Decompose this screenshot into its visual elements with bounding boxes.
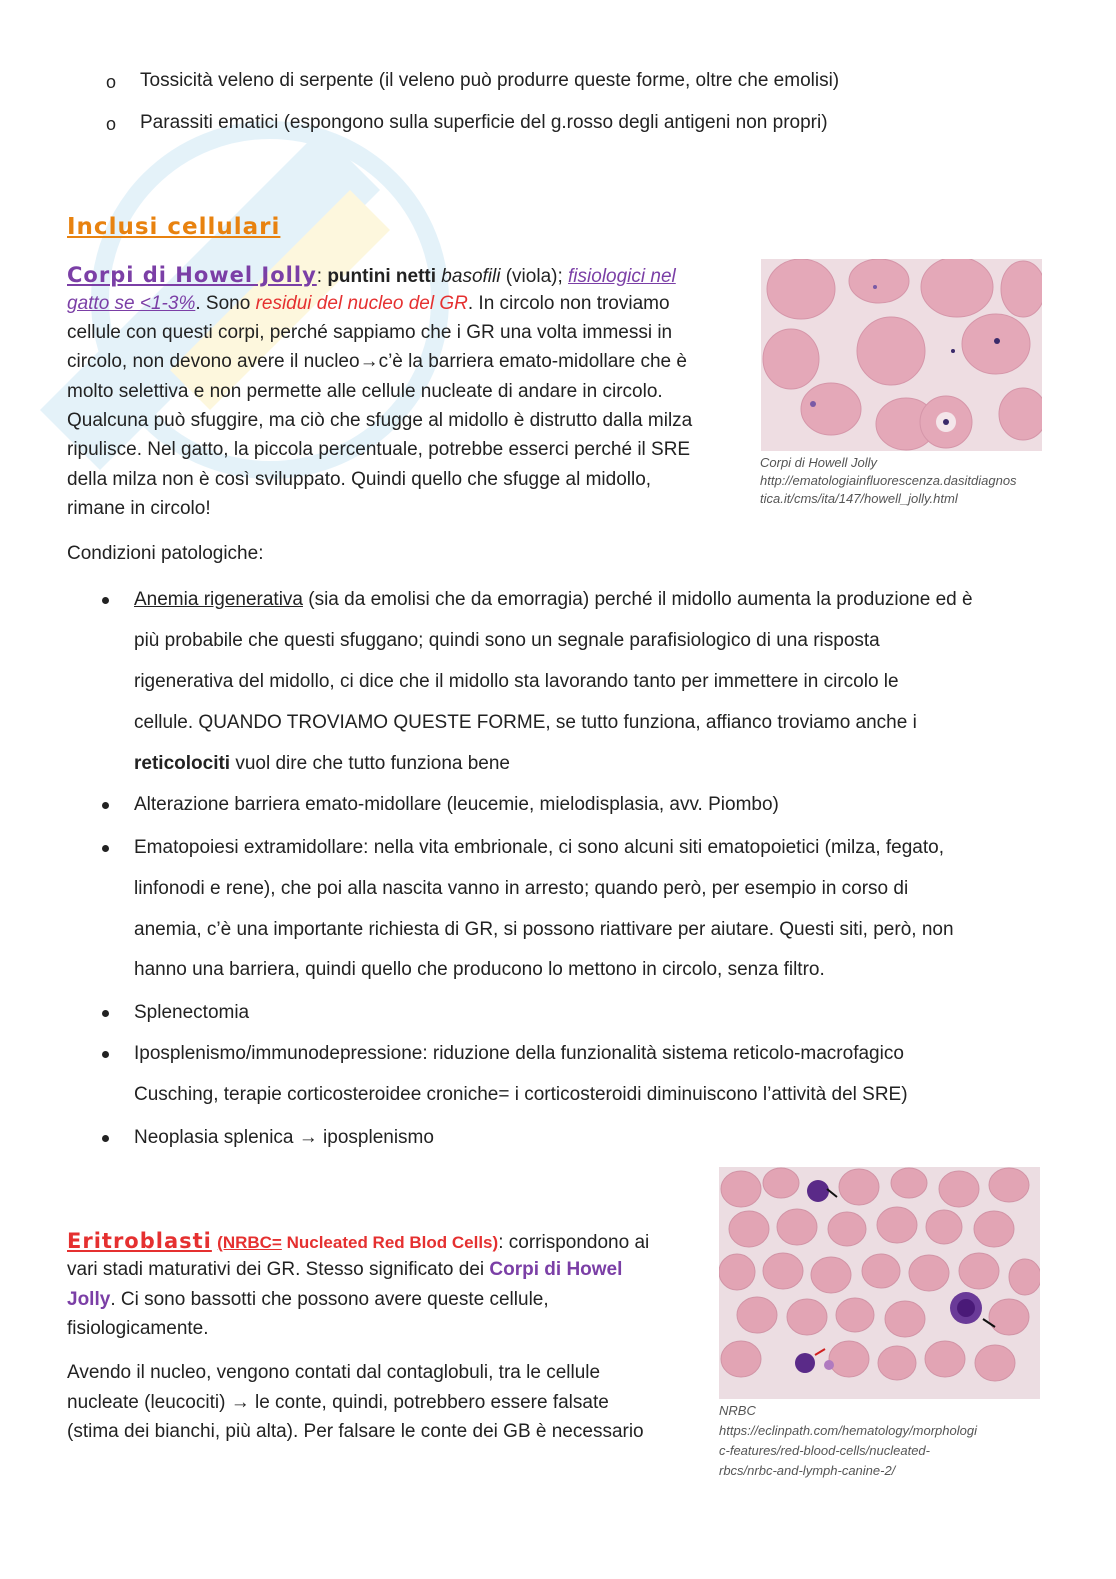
howell-caption-title: Corpi di Howell Jolly [760, 455, 878, 470]
neoplasia-text: Neoplasia splenica [134, 1127, 299, 1148]
howell-line-6: Qualcuna può sfuggire, ma ciò che sfugge al midollo è distrutto dalla milza [67, 410, 693, 431]
section-title: Inclusi cellulari [67, 214, 281, 240]
anemia-term: Anemia rigenerativa [134, 589, 303, 610]
howell-line-9: rimane in circolo! [67, 498, 211, 519]
howell-title: Corpi di Howel Jolly [67, 263, 317, 287]
eritro-abbr: (NRBC= [217, 1233, 282, 1252]
howell-jolly-micrograph [761, 259, 1042, 451]
howell-line-2 [67, 293, 670, 315]
neoplasia-text: iposplenismo [317, 1127, 434, 1148]
howell-bold: puntini netti [327, 266, 437, 287]
eritro-line-4: fisiologicamente. [67, 1318, 209, 1339]
howell-ital: basofili [436, 266, 501, 287]
eritro-text: . Ci sono bassotti che possono avere queste cellule, [110, 1289, 549, 1310]
list-item-parasites: Parassiti ematici (espongono sulla superficie del g.rosso degli antigeni non propri) [140, 112, 828, 133]
howell-text: circolo, non devono avere il nucleo [67, 351, 360, 372]
cond-neoplasia [134, 1127, 434, 1149]
eritro-text: : corrispondono ai [498, 1232, 650, 1253]
eritro-title: Eritroblasti [67, 1229, 212, 1253]
conditions-label: Condizioni patologiche: [67, 543, 264, 564]
eritro-line-3 [67, 1289, 549, 1311]
howell-text: : [316, 266, 328, 287]
eritro-abbr-full: Nucleated Red Blod Cells [281, 1233, 493, 1252]
bullet-dot [102, 1051, 109, 1058]
eritro-jolly-ref: Jolly [67, 1289, 111, 1310]
nrbc-caption-url-3: rbcs/nrbc-and-lymph-canine-2/ [719, 1463, 896, 1478]
howell-physio-link-2: gatto se <1-3% [67, 293, 196, 314]
nrbc-caption-url-1: https://eclinpath.com/hematology/morphologi [719, 1423, 977, 1438]
bullet-dot [102, 802, 109, 809]
eritro-p2-line-1: Avendo il nucleo, vengono contati dal contaglobuli, tra le cellule [67, 1362, 601, 1383]
howell-text: . Sono [195, 293, 256, 314]
howell-line-4 [67, 351, 687, 373]
howell-line-1 [67, 262, 676, 290]
nrbc-micrograph [719, 1167, 1040, 1399]
cond-iposplenismo-line-2: Cusching, terapie corticosteroidee croniche= i corticosteroidi diminuiscono l’attività del SRE) [134, 1084, 908, 1105]
nrbc-caption-url-2: c-features/red-blood-cells/nucleated- [719, 1443, 930, 1458]
howell-caption-url-1: http://ematologiainfluorescenza.dasitdiagnos [760, 473, 1017, 488]
howell-line-7: ripulisce. Nel gatto, la piccola percentuale, potrebbe esserci perché il SRE [67, 439, 691, 460]
howell-line-3: cellule con questi corpi, perché sappiamo che i GR una volta immessi in [67, 322, 673, 343]
reticolociti-term: reticolociti [134, 753, 231, 774]
cond-splenectomia: Splenectomia [134, 1002, 250, 1023]
list-bullet-2: o [106, 114, 117, 134]
arrow-right-icon: → [298, 1127, 318, 1148]
bullet-dot [102, 1135, 109, 1142]
cond-anemia-line-2: più probabile che questi sfuggano; quindi sono un segnale parafisiologico di una risposta [134, 630, 880, 651]
eritro-text: nucleate (leucociti) [67, 1392, 231, 1413]
arrow-right-icon: → [359, 351, 379, 372]
howell-caption-url-2: tica.it/cms/ita/147/howell_jolly.html [760, 491, 958, 506]
eritro-p2-line-2 [67, 1392, 609, 1414]
howell-line-8: della milza non è così sviluppato. Quindi quello che sfugge al midollo, [67, 469, 652, 490]
nrbc-caption-title: NRBC [719, 1403, 756, 1418]
howell-physio-link: fisiologici nel [568, 266, 676, 287]
cond-emato-line-1: Ematopoiesi extramidollare: nella vita embrionale, ci sono alcuni siti ematopoietici (milza, fegato, [134, 837, 944, 858]
bullet-dot [102, 597, 109, 604]
bullet-dot [102, 1010, 109, 1017]
anemia-text: vuol dire che tutto funziona bene [230, 753, 510, 774]
howell-text: c’è la barriera emato-midollare che è [378, 351, 687, 372]
cond-anemia-line-1 [134, 589, 973, 611]
cond-anemia-line-5 [134, 753, 510, 775]
eritro-p2-line-3: (stima dei bianchi, più alta). Per falsare le conte dei GB è necessario [67, 1421, 644, 1442]
cond-alterazione: Alterazione barriera emato-midollare (leucemie, mielodisplasia, avv. Piombo) [134, 794, 779, 815]
howell-text: . In circolo non troviamo [467, 293, 670, 314]
howell-text: (viola); [500, 266, 569, 287]
anemia-text: (sia da emolisi che da emorragia) perché il midollo aumenta la produzione ed è [302, 589, 973, 610]
cond-iposplenismo-line-1: Iposplenismo/immunodepressione: riduzione della funzionalità sistema reticolo-macrofagico [134, 1043, 904, 1064]
howell-line-5: molto selettiva e non permette alle cellule nucleate di andare in circolo. [67, 381, 663, 402]
bullet-dot [102, 845, 109, 852]
eritro-line-1 [67, 1228, 649, 1256]
cond-emato-line-3: anemia, c’è una importante richiesta di GR, si possono riattivare per aiutare. Questi siti, però, non [134, 919, 954, 940]
eritro-howel-ref: Corpi di Howel [489, 1259, 623, 1280]
eritro-line-2 [67, 1259, 622, 1281]
arrow-right-icon: → [230, 1392, 250, 1413]
list-bullet-1: o [106, 72, 117, 92]
cond-anemia-line-3: rigenerativa del midollo, ci dice che il midollo sta lavorando tanto per immettere in circolo le [134, 671, 899, 692]
howell-residue: residui del nucleo del GR [255, 293, 468, 314]
eritro-text: le conte, quindi, potrebbero essere falsate [249, 1392, 609, 1413]
eritro-abbr-close: ) [492, 1233, 499, 1252]
cond-emato-line-2: linfonodi e rene), che poi alla nascita vanno in arresto; quando però, per esempio in corso di [134, 878, 909, 899]
cond-emato-line-4: hanno una barriera, quindi quello che producono lo mettono in circolo, senza filtro. [134, 959, 825, 980]
eritro-text: vari stadi maturativi dei GR. Stesso significato dei [67, 1259, 490, 1280]
cond-anemia-line-4: cellule. QUANDO TROVIAMO QUESTE FORME, se tutto funziona, affianco troviamo anche i [134, 712, 917, 733]
list-item-venom: Tossicità veleno di serpente (il veleno può produrre queste forme, oltre che emolisi) [140, 70, 840, 91]
